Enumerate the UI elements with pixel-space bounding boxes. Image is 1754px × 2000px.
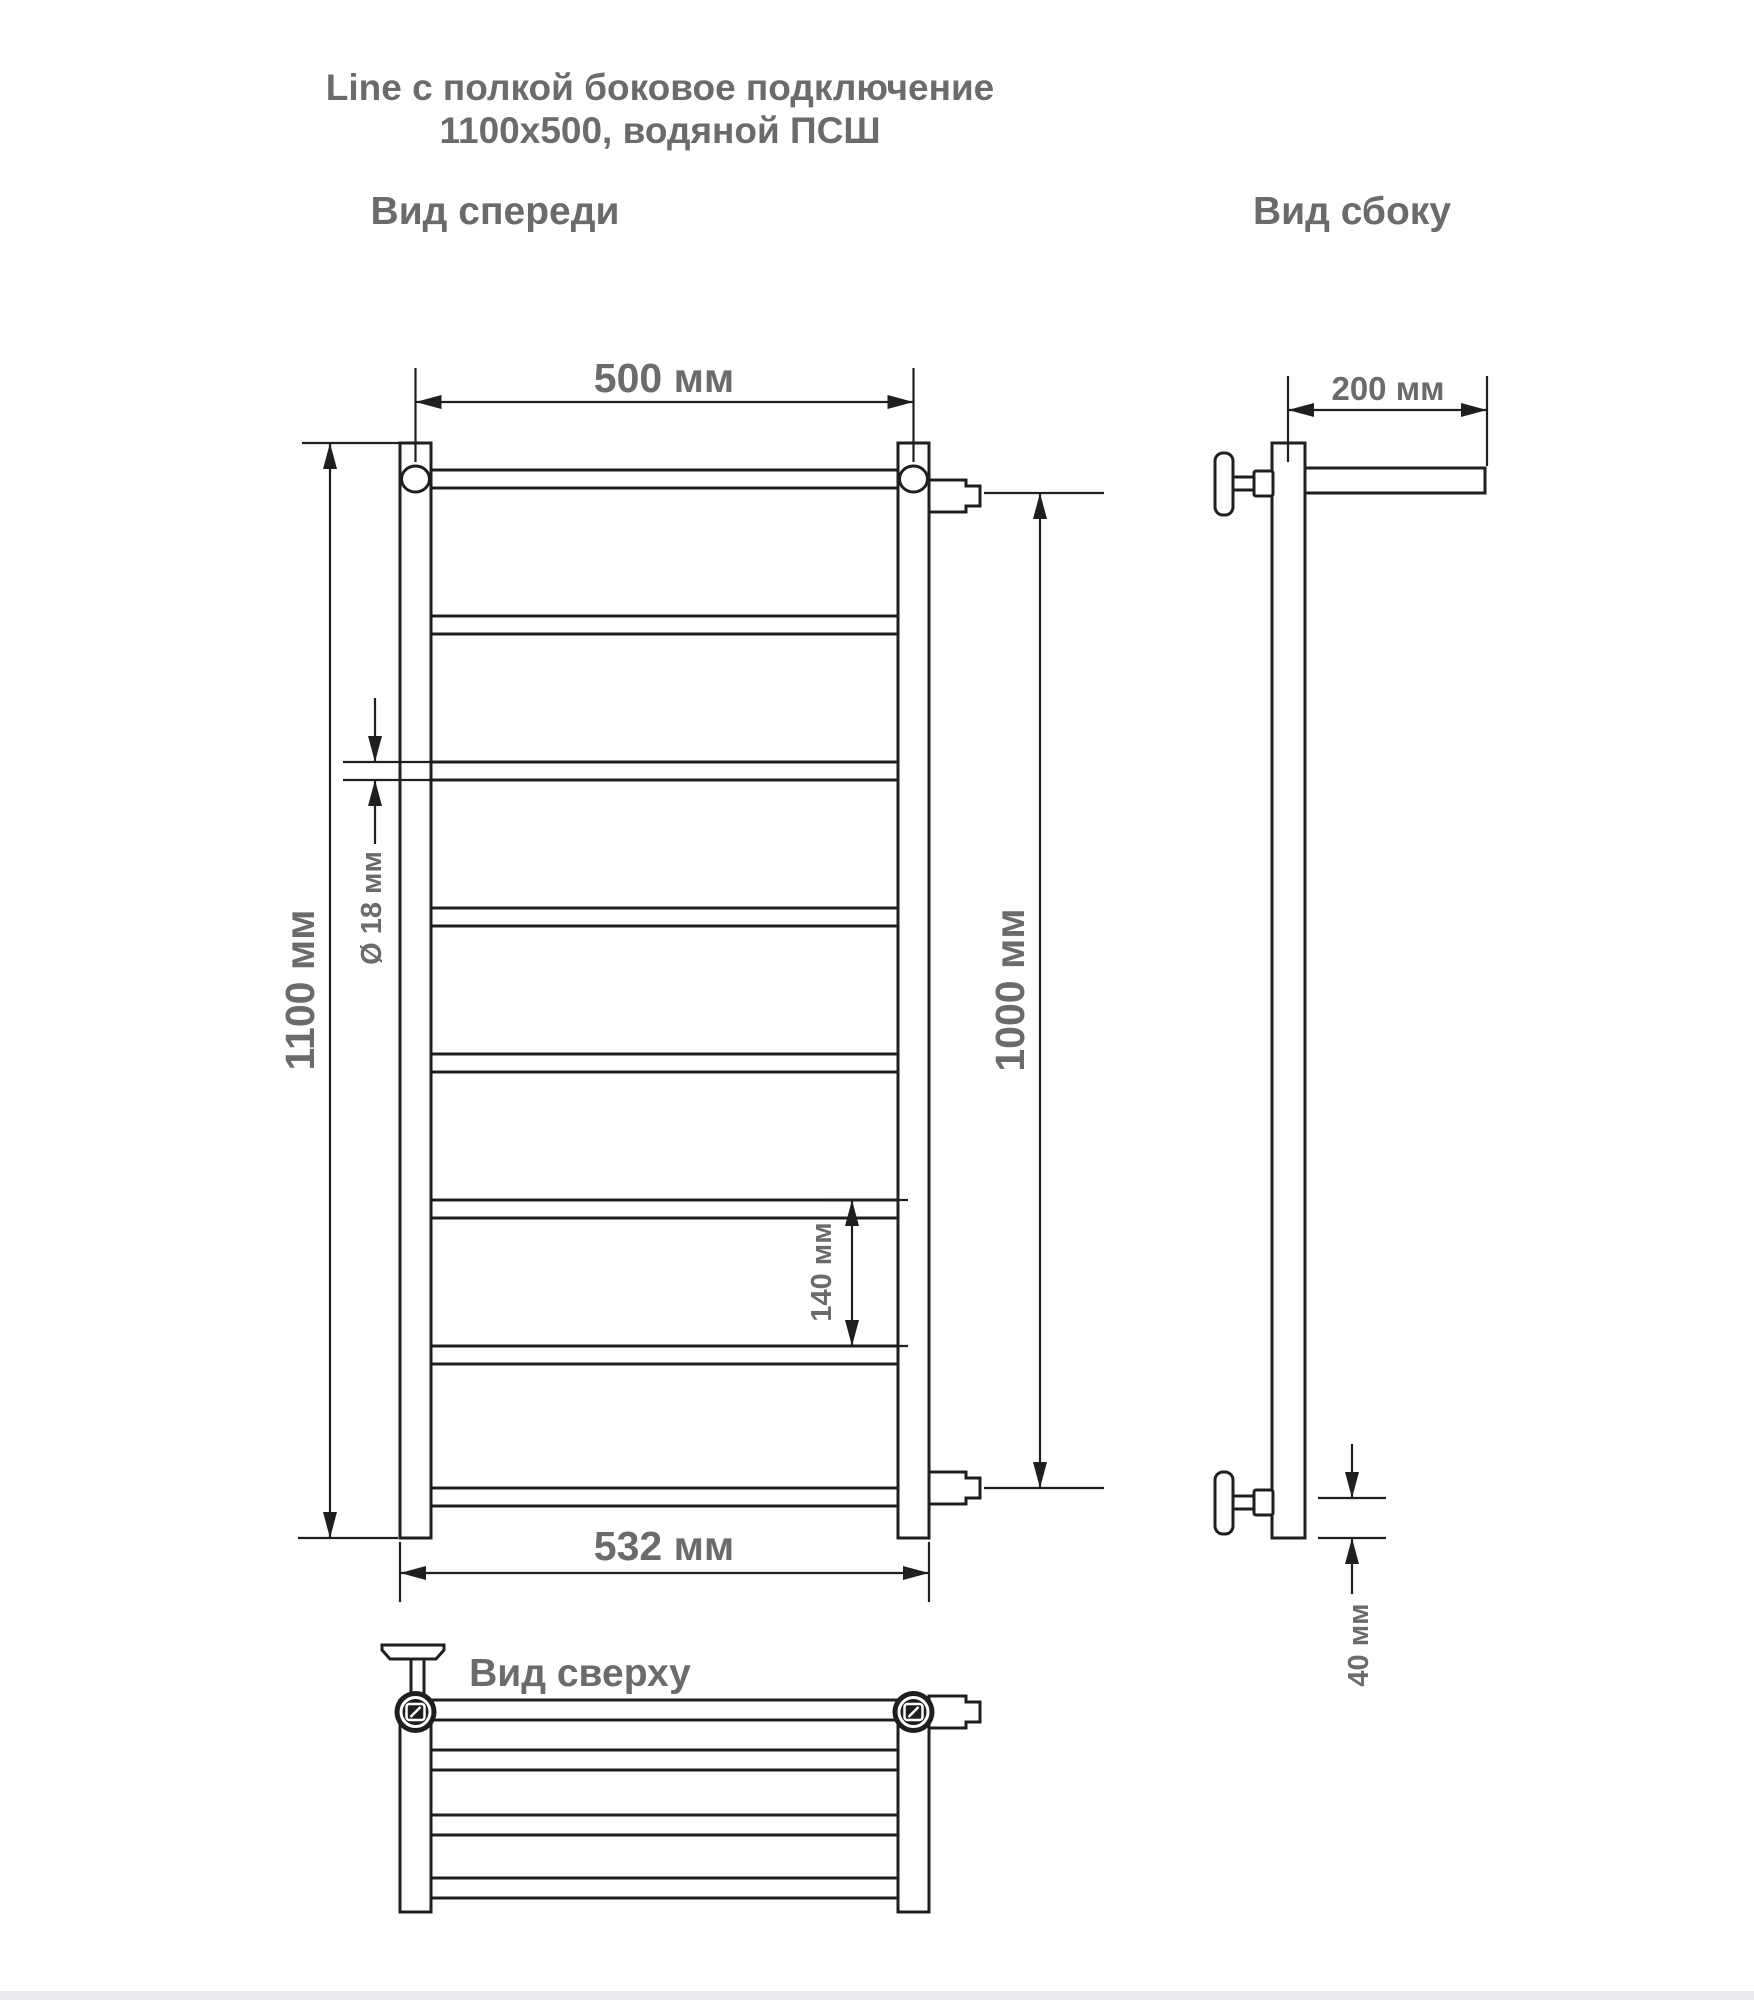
dim-tube-diameter-value: Ø 18 мм [356,851,388,965]
shelf-tube [431,1815,898,1835]
top-view-label: Вид сверху [469,1652,691,1695]
front-right-knob [900,466,928,492]
rung-tube [431,1488,898,1506]
rung-tube [431,1054,898,1072]
front-top-fitting [929,480,980,512]
front-left-knob [402,466,430,492]
rung-tube [431,1346,898,1364]
front-view [400,443,980,1538]
top-left-knob [395,1691,437,1733]
side-shelf [1305,468,1485,493]
dim-bottom-offset [1318,1444,1386,1687]
side-post [1272,443,1305,1538]
sheet-bottom-edge [0,1991,1754,2000]
front-right-post [898,443,929,1538]
dim-top-width-value: 500 мм [593,355,735,401]
dim-bottom-offset-value: 40 мм [1343,1603,1375,1687]
side-view-label: Вид сбоку [1252,190,1452,233]
drawing-title-line2: 1100х500, водяной ПСШ [439,110,881,151]
dim-shelf-depth [1288,370,1487,466]
dim-bottom-width-value: 532 мм [593,1523,735,1569]
rung-tube [431,908,898,926]
dim-connection-height-value: 1000 мм [987,908,1033,1072]
rung-tube [431,762,898,780]
drawing-title-line1: Line с полкой боковое подключение [325,67,995,108]
dim-rung-spacing-value: 140 мм [806,1222,838,1322]
front-bottom-fitting [929,1472,980,1504]
shelf-tube [431,1878,898,1898]
dim-top-width [416,355,914,462]
top-shelf-tubes [431,1700,898,1898]
dim-shelf-depth-value: 200 мм [1331,370,1445,407]
top-bracket-stem [411,1659,424,1695]
front-view-label: Вид спереди [370,190,620,233]
dim-rung-spacing [806,1200,908,1346]
side-top-bracket [1215,453,1273,515]
rung-tube [431,1200,898,1218]
top-right-knob [893,1691,935,1733]
front-left-post [400,443,431,1538]
side-view [1215,443,1485,1538]
front-rungs [431,470,898,1506]
top-wall-plate [382,1645,444,1659]
rung-tube [431,470,898,488]
dim-overall-height-value: 1100 мм [277,909,323,1071]
shelf-tube [431,1750,898,1770]
dim-connection-height [984,493,1104,1488]
dim-bottom-width [400,1523,929,1602]
side-bottom-bracket [1215,1472,1273,1534]
shelf-tube [431,1700,898,1720]
top-right-fitting [929,1696,980,1728]
rung-tube [431,616,898,634]
